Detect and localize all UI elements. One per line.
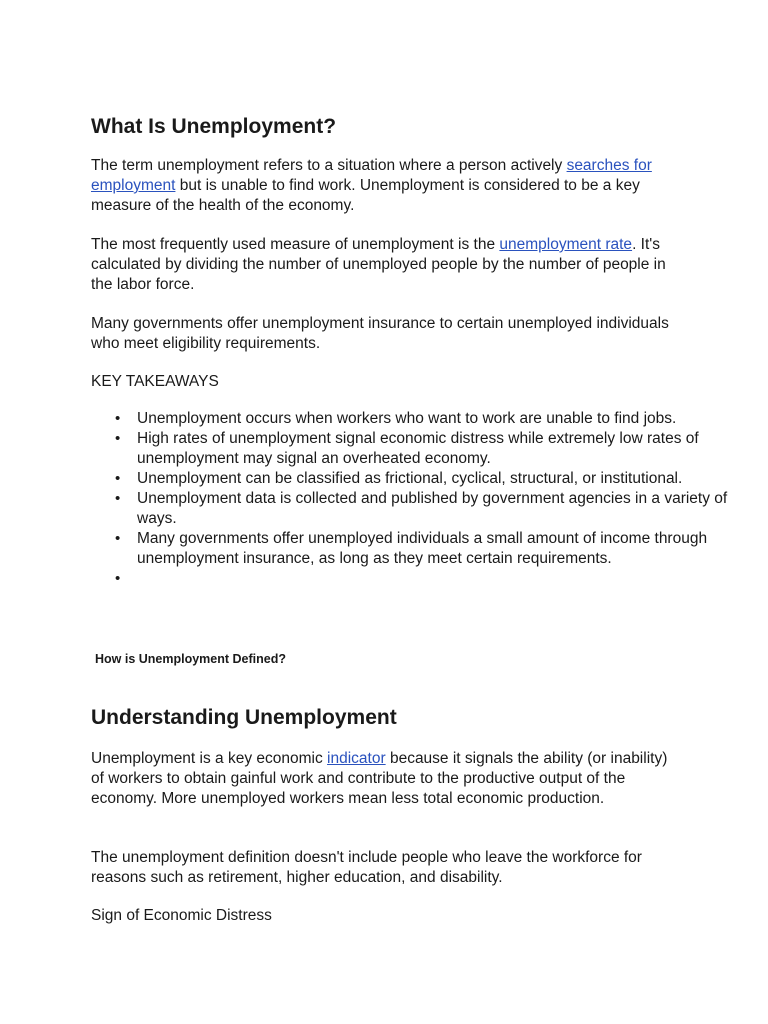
unemployment-rate-link[interactable]: unemployment rate: [499, 236, 633, 253]
definition-exclusion-paragraph: The unemployment definition doesn't include people who leave the workforce for reasons such as retirement, higher education, and disability.: [91, 849, 642, 886]
section-heading-understanding: Understanding Unemployment: [91, 706, 397, 729]
list-item: • Unemployment can be classified as frictional, cyclical, structural, or institutional.: [137, 469, 737, 489]
list-item: • High rates of unemployment signal economic distress while extremely low rates of unemployment may signal an overheated economy.: [137, 429, 737, 469]
definition-text-before: The term unemployment refers to a situation where a person actively: [91, 157, 567, 174]
list-item: • Unemployment occurs when workers who want to work are unable to find jobs.: [137, 409, 737, 429]
measure-text-after: . It's calculated by dividing the number of unemployed people by the number of people in the labor force.: [91, 236, 666, 293]
measure-text-before: The most frequently used measure of unemployment is the: [91, 236, 500, 253]
key-takeaways-label: KEY TAKEAWAYS: [91, 373, 219, 390]
indicator-text-before: Unemployment is a key economic: [91, 750, 328, 767]
definition-text-after: but is unable to find work. Unemployment is considered to be a key measure of the health of the economy.: [91, 177, 640, 214]
insurance-paragraph: Many governments offer unemployment insurance to certain unemployed individuals who meet eligibility requirements.: [91, 315, 669, 352]
measure-paragraph: [91, 235, 681, 295]
video-caption: How is Unemployment Defined?: [95, 652, 286, 666]
definition-paragraph: [91, 156, 681, 216]
indicator-paragraph: [91, 749, 681, 809]
key-takeaways-list: [91, 409, 737, 589]
indicator-text-after: because it signals the ability (or inability) of workers to obtain gainful work and contribute to the productive output of the economy. More unemployed workers mean less total economic production.: [91, 750, 668, 807]
list-item: • Many governments offer unemployed individuals a small amount of income through unemployment insurance, as long as they meet certain requirements.: [137, 529, 737, 569]
searches-for-employment-link[interactable]: searches for employment: [91, 157, 652, 194]
subheading-economic-distress: Sign of Economic Distress: [91, 907, 272, 924]
list-item: • Unemployment data is collected and published by government agencies in a variety of ways.: [137, 489, 737, 529]
empty-list-item: [137, 569, 737, 589]
page-title: What Is Unemployment?: [91, 115, 337, 138]
indicator-link[interactable]: indicator: [327, 750, 386, 767]
